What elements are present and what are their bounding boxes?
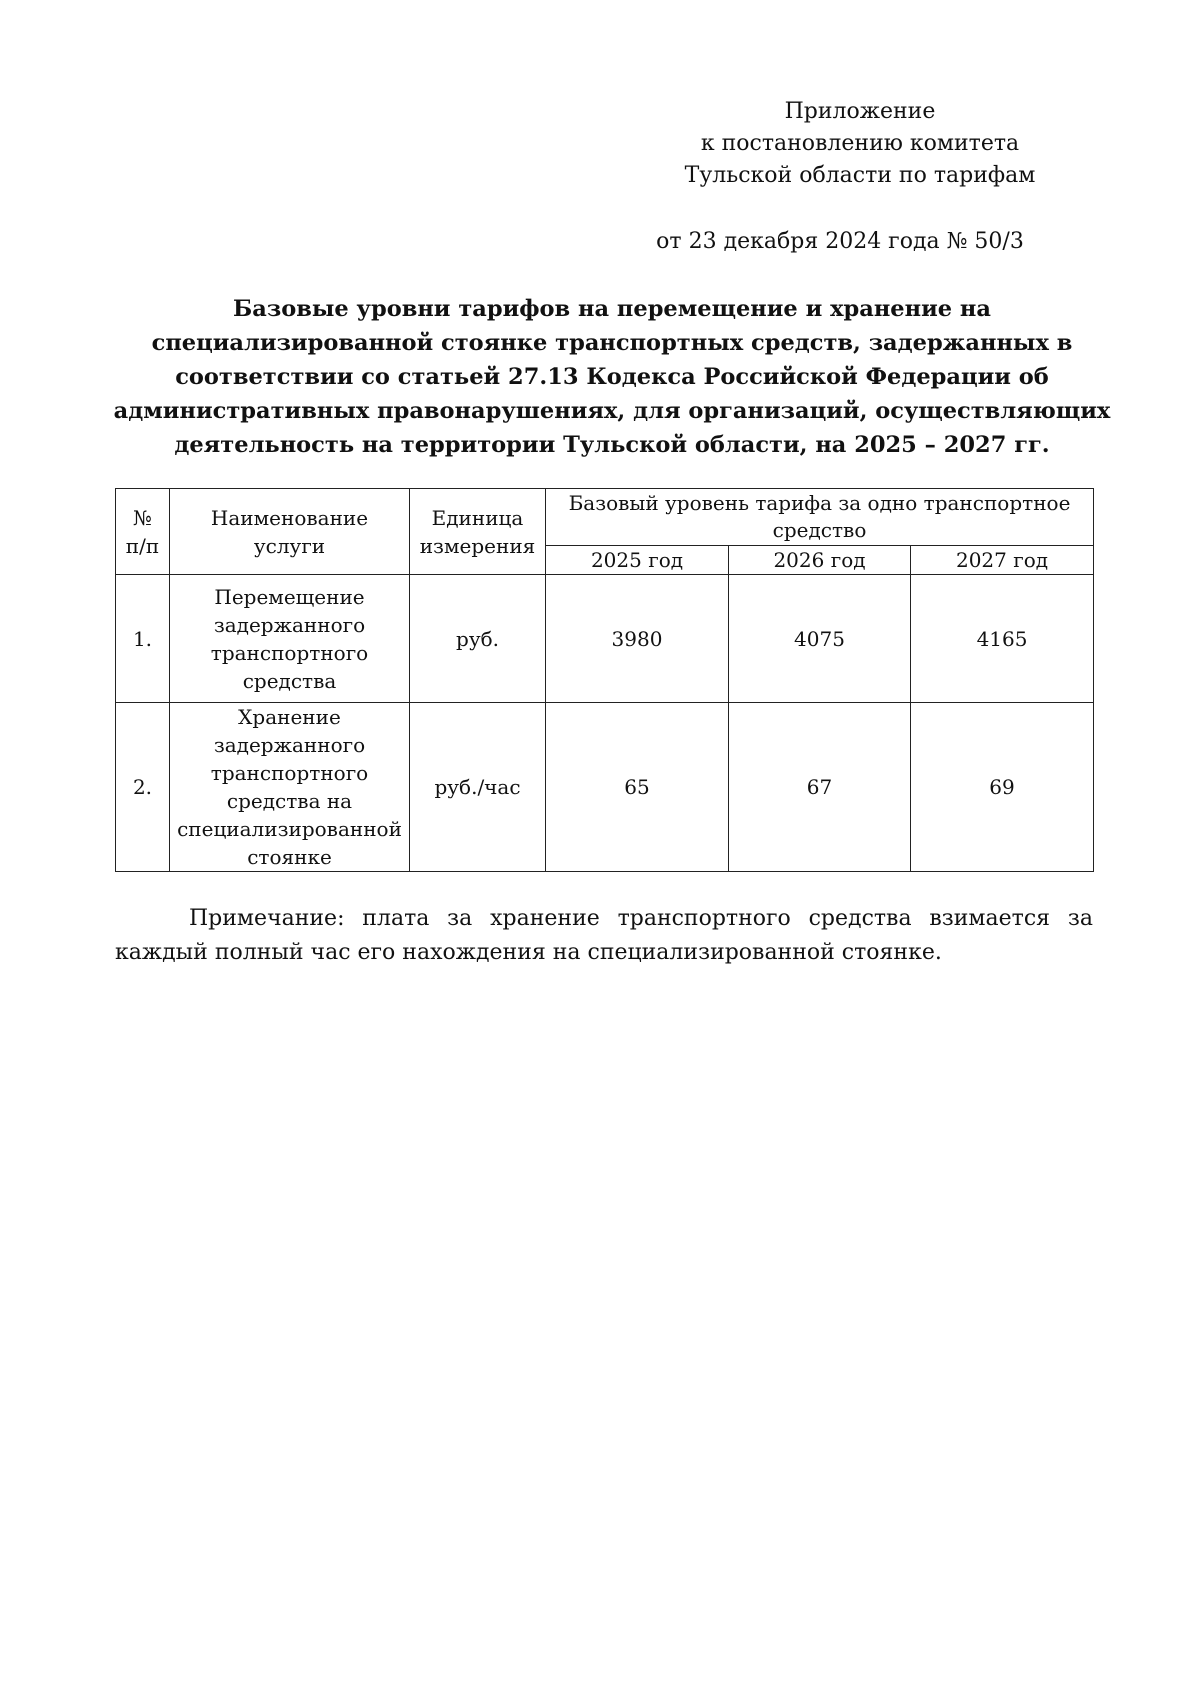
- value-2026: 4075: [729, 575, 911, 703]
- title-line: специализированной стоянке транспортных средств, задержанных в: [151, 330, 1073, 356]
- header-number: № п/п: [116, 489, 170, 575]
- document-title: [112, 292, 1112, 462]
- footnote: Примечание: плата за хранение транспортного средства взимается за каждый полный час его нахождения на специализированной стоянке.: [115, 906, 1093, 965]
- table-header-row: [116, 489, 1094, 546]
- header-year-2025: 2025 год: [546, 546, 729, 575]
- appendix-resolution: к постановлению комитета: [700, 131, 1020, 156]
- row-number: 1.: [116, 575, 170, 703]
- header-unit: Единица измерения: [410, 489, 546, 575]
- service-name: Хранение задержанного транспортного средства на специализированной стоянке: [170, 703, 410, 872]
- title-line: соответствии со статьей 27.13 Кодекса Российской Федерации об: [175, 364, 1049, 390]
- title-line: административных правонарушениях, для организаций, осуществляющих: [113, 398, 1111, 424]
- appendix-committee: Тульской области по тарифам: [684, 163, 1036, 188]
- header-tariff-level: Базовый уровень тарифа за одно транспортное средство: [546, 489, 1094, 546]
- value-2025: 65: [546, 703, 729, 872]
- header-year-2026: 2026 год: [729, 546, 911, 575]
- tariff-table: [115, 488, 1094, 872]
- unit-cell: руб.: [410, 575, 546, 703]
- appendix-header: [640, 96, 1080, 192]
- value-2026: 67: [729, 703, 911, 872]
- header-service: Наименование услуги: [170, 489, 410, 575]
- table-row: [116, 703, 1094, 872]
- table-row: [116, 575, 1094, 703]
- header-year-2027: 2027 год: [911, 546, 1094, 575]
- row-number: 2.: [116, 703, 170, 872]
- service-name: Перемещение задержанного транспортного средства: [170, 575, 410, 703]
- value-2027: 4165: [911, 575, 1094, 703]
- title-line: деятельность на территории Тульской области, на 2025 – 2027 гг.: [174, 432, 1050, 458]
- value-2027: 69: [911, 703, 1094, 872]
- unit-cell: руб./час: [410, 703, 546, 872]
- value-2025: 3980: [546, 575, 729, 703]
- order-reference: от 23 декабря 2024 года № 50/3: [656, 229, 1024, 254]
- title-line: Базовые уровни тарифов на перемещение и хранение на: [233, 296, 991, 322]
- appendix-label: Приложение: [784, 99, 936, 124]
